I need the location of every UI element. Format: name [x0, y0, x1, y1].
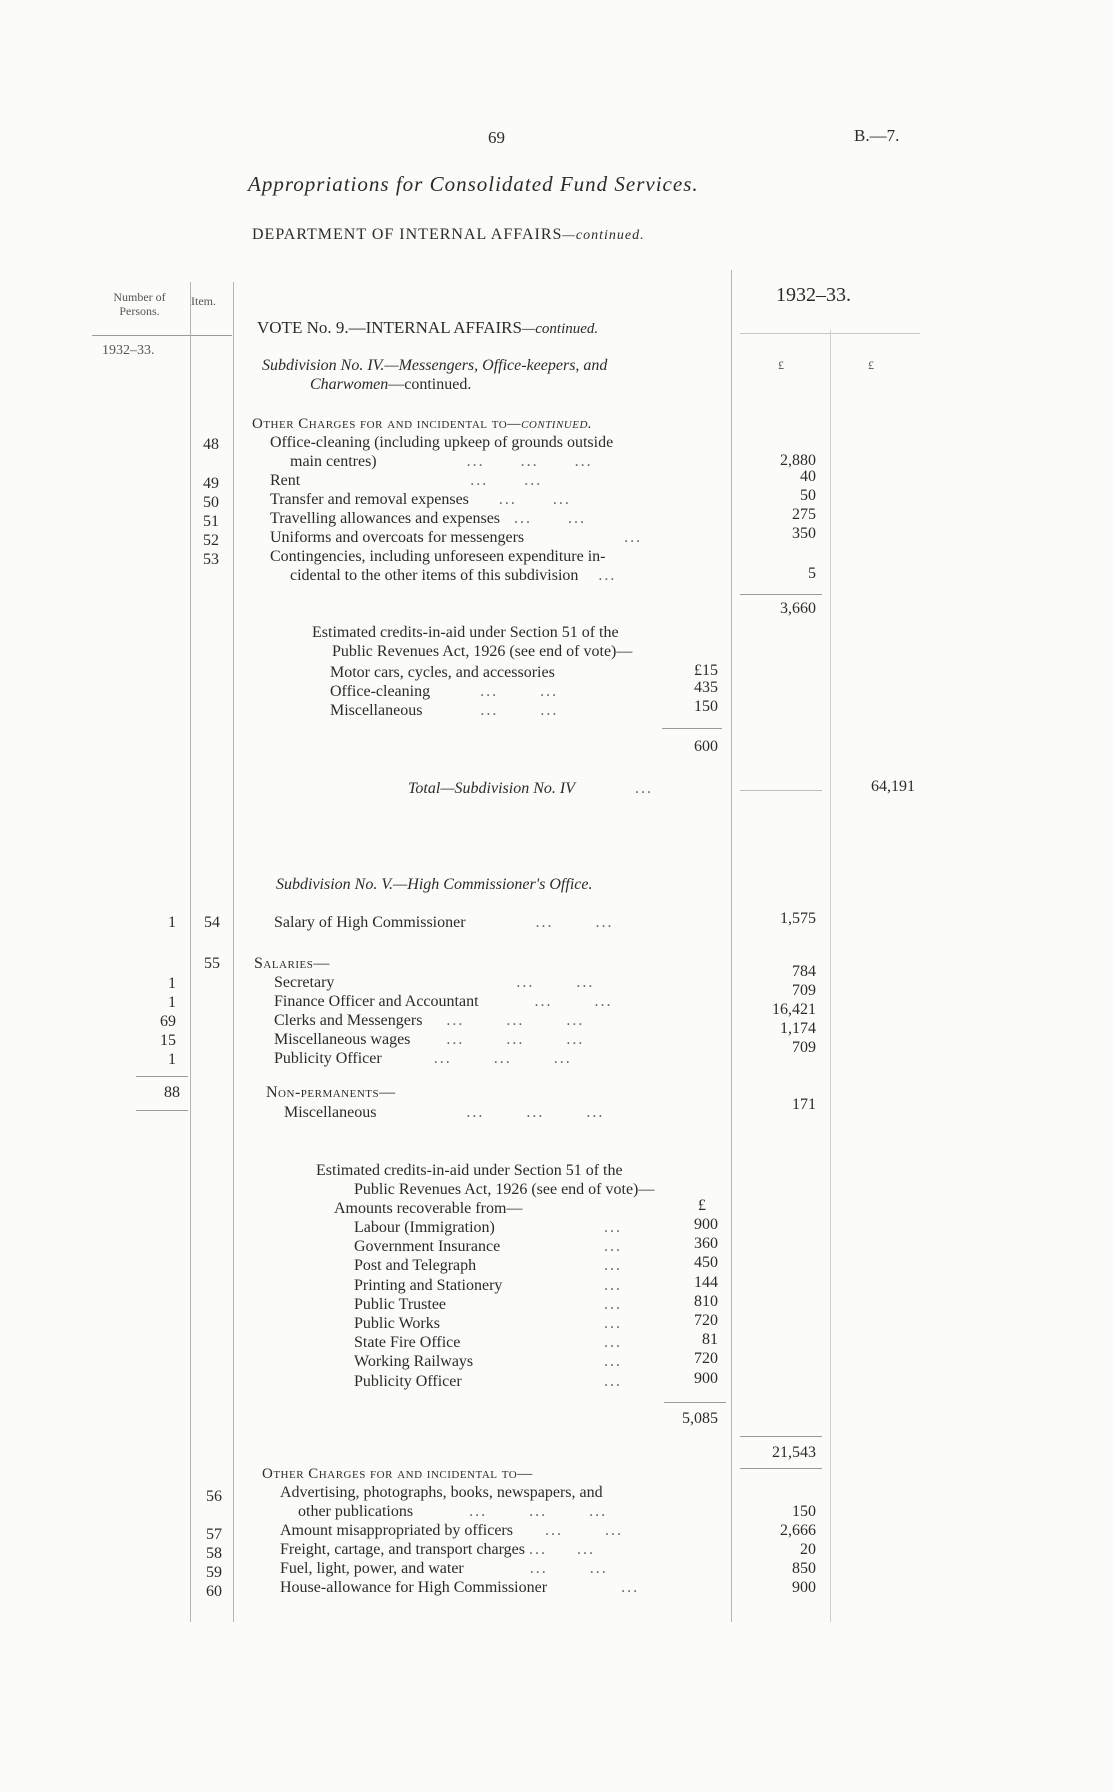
item-number: 53 — [203, 551, 219, 568]
persons-count: 1 — [168, 975, 176, 992]
credit-amount: 720 — [694, 1350, 718, 1367]
credit-label: Labour (Immigration) — [354, 1219, 495, 1236]
sub4-other-charges-heading: Other Charges for and incidental to—continued. — [252, 416, 593, 432]
item-description: Finance Officer and Accountant ... ... — [274, 993, 613, 1010]
item-number: 60 — [206, 1583, 222, 1600]
item-number: 48 — [203, 436, 219, 453]
pound-header-1: £ — [778, 358, 784, 372]
dot-leader: ... — [604, 1315, 622, 1332]
persons-count: 1 — [168, 994, 176, 1011]
persons-count: 1 — [168, 1051, 176, 1068]
year-column-header: 1932–33. — [776, 284, 851, 306]
vote-title: VOTE No. 9.—INTERNAL AFFAIRS—continued. — [257, 318, 599, 337]
item-description: Office-cleaning (including upkeep of grounds outside — [270, 434, 614, 451]
item-description: Rent ... ... — [270, 472, 543, 489]
sub4-credits-heading: Estimated credits-in-aid under Section 51 of the — [312, 624, 619, 641]
credit-amount: 900 — [694, 1370, 718, 1387]
sub4-credits-rule — [662, 728, 722, 729]
sub5-subtotal-underline — [740, 1468, 822, 1469]
item-number: 49 — [203, 475, 219, 492]
item-description: Publicity Officer ... ... ... — [274, 1050, 572, 1067]
persons-total: 88 — [164, 1084, 180, 1101]
credit-label: Post and Telegraph — [354, 1257, 477, 1274]
item-description: Uniforms and overcoats for messengers ... — [270, 529, 643, 546]
credit-amount: 810 — [694, 1293, 718, 1310]
sub5-credits-total: 5,085 — [682, 1410, 718, 1427]
item-description: Freight, cartage, and transport charges ... ... — [280, 1541, 595, 1558]
item-number: 50 — [203, 494, 219, 511]
item-amount: 850 — [792, 1560, 816, 1577]
item-number: 52 — [203, 532, 219, 549]
item-number: 54 — [204, 914, 220, 931]
dot-leader: ... — [604, 1353, 622, 1370]
credit-amount: 720 — [694, 1312, 718, 1329]
item-amount: 709 — [792, 1039, 816, 1056]
recoverable-heading: Amounts recoverable from— — [334, 1200, 523, 1217]
page-title: Appropriations for Consolidated Fund Services. — [248, 172, 699, 196]
dot-leader: ... — [604, 1334, 622, 1351]
sub4-total-label: Total—Subdivision No. IV ... — [408, 780, 653, 797]
item-column-rule-left — [190, 282, 191, 1622]
item-number: 55 — [204, 955, 220, 972]
item-column-header: Item. — [191, 294, 216, 308]
item-description: Clerks and Messengers ... ... ... — [274, 1012, 585, 1029]
credit-label: Motor cars, cycles, and accessories — [330, 664, 555, 681]
document-code: B.—7. — [854, 126, 900, 145]
credit-label: Office-cleaning ... ... — [330, 683, 559, 700]
dot-leader: ... — [604, 1238, 622, 1255]
sub4-credits-total: 600 — [694, 738, 718, 755]
sub4-total-rule — [740, 790, 822, 791]
credit-amount: 360 — [694, 1235, 718, 1252]
item-number: 56 — [206, 1488, 222, 1505]
sub5-subtotal: 21,543 — [772, 1444, 816, 1461]
sub4-credits-heading-cont: Public Revenues Act, 1926 (see end of vote)— — [332, 643, 633, 660]
item-amount: 1,174 — [780, 1020, 816, 1037]
credit-label: Government Insurance — [354, 1238, 501, 1255]
dot-leader: ... — [604, 1277, 622, 1294]
persons-year-header: 1932–33. — [102, 343, 155, 358]
item-column-rule-right — [233, 282, 234, 1622]
credit-amount: 900 — [694, 1216, 718, 1233]
total-column-rule — [830, 330, 831, 1622]
dot-leader: ... — [604, 1219, 622, 1236]
persons-count: 15 — [160, 1032, 176, 1049]
credit-label: Publicity Officer — [354, 1373, 462, 1390]
item-amount: 2,666 — [780, 1522, 816, 1539]
item-description: Miscellaneous ... ... ... — [284, 1104, 605, 1121]
credit-amount: 450 — [694, 1254, 718, 1271]
credit-amount: £15 — [694, 662, 718, 679]
sub4-total-amount: 64,191 — [871, 778, 915, 795]
item-number: 51 — [203, 513, 219, 530]
item-description-cont: cidental to the other items of this subdivision ... — [290, 567, 617, 584]
item-description-cont: main centres) ... ... ... — [290, 453, 593, 470]
item-description: Transfer and removal expenses ... ... — [270, 491, 571, 508]
recoverable-pound: £ — [698, 1197, 706, 1214]
credit-amount: 150 — [694, 698, 718, 715]
item-amount: 784 — [792, 963, 816, 980]
credit-label: Public Works — [354, 1315, 440, 1332]
sub4-subtotal: 3,660 — [780, 600, 816, 617]
item-amount: 171 — [792, 1096, 816, 1113]
sub5-credits-rule — [664, 1402, 726, 1403]
dot-leader: ... — [604, 1296, 622, 1313]
credit-label: Public Trustee — [354, 1296, 447, 1313]
dot-leader: ... — [604, 1257, 622, 1274]
subdivision-5-title: Subdivision No. V.—High Commissioner's Office. — [276, 876, 593, 893]
item-number: 58 — [206, 1545, 222, 1562]
subdivision-4-title: Subdivision No. IV.—Messengers, Office-keepers, and — [262, 357, 608, 374]
item-description: House-allowance for High Commissioner ... — [280, 1579, 640, 1596]
item-amount: 5 — [808, 565, 816, 582]
credit-label: State Fire Office — [354, 1334, 461, 1351]
persons-column-header: Number of Persons. — [113, 290, 166, 318]
item-amount: 150 — [792, 1503, 816, 1520]
item-number: 59 — [206, 1564, 222, 1581]
persons-total-underline — [136, 1110, 188, 1111]
pound-header-2: £ — [868, 358, 874, 372]
item-amount: 709 — [792, 982, 816, 999]
credit-amount: 435 — [694, 679, 718, 696]
item-description: Advertising, photographs, books, newspapers, and — [280, 1484, 603, 1501]
persons-count: 1 — [168, 914, 176, 931]
item-description: Salary of High Commissioner ... ... — [274, 914, 614, 931]
item-description: Fuel, light, power, and water ... ... — [280, 1560, 608, 1577]
header-rule-left — [92, 335, 232, 336]
sub5-credits-heading-cont: Public Revenues Act, 1926 (see end of vote)— — [354, 1181, 655, 1198]
item-description: Miscellaneous wages ... ... ... — [274, 1031, 585, 1048]
sub5-other-charges-heading: Other Charges for and incidental to— — [262, 1466, 533, 1482]
item-number: 57 — [206, 1526, 222, 1543]
item-description: Contingencies, including unforeseen expenditure in- — [270, 548, 606, 565]
credit-amount: 144 — [694, 1274, 718, 1291]
item-amount: 20 — [800, 1541, 816, 1558]
item-amount: 350 — [792, 525, 816, 542]
sub5-credits-heading: Estimated credits-in-aid under Section 51 of the — [316, 1162, 623, 1179]
sub5-subtotal-rule — [740, 1436, 822, 1437]
item-description: Secretary ... ... — [274, 974, 595, 991]
persons-count: 69 — [160, 1013, 176, 1030]
item-description: Travelling allowances and expenses ... ... — [270, 510, 587, 527]
credit-amount: 81 — [702, 1331, 718, 1348]
persons-total-rule — [136, 1076, 188, 1077]
credit-label: Miscellaneous ... ... — [330, 702, 559, 719]
subdivision-4-title-cont: Charwomen—continued. — [310, 376, 472, 393]
sub4-subtotal-rule — [740, 594, 822, 595]
dot-leader: ... — [604, 1373, 622, 1390]
item-amount: 1,575 — [780, 910, 816, 927]
page-number: 69 — [488, 128, 505, 147]
item-amount: 900 — [792, 1579, 816, 1596]
amount-column-rule — [731, 270, 732, 1622]
credit-label: Printing and Stationery — [354, 1277, 503, 1294]
item-description: Amount misappropriated by officers ... ... — [280, 1522, 623, 1539]
item-amount: 275 — [792, 506, 816, 523]
salaries-heading: Salaries— — [254, 955, 330, 972]
item-amount: 2,880 — [780, 452, 816, 469]
nonpermanents-heading: Non-permanents— — [266, 1084, 396, 1101]
item-amount: 16,421 — [772, 1001, 816, 1018]
item-description-cont: other publications ... ... ... — [298, 1503, 608, 1520]
credit-label: Working Railways — [354, 1353, 474, 1370]
item-amount: 40 — [800, 468, 816, 485]
item-amount: 50 — [800, 487, 816, 504]
department-title: DEPARTMENT OF INTERNAL AFFAIRS—continued. — [252, 226, 645, 243]
